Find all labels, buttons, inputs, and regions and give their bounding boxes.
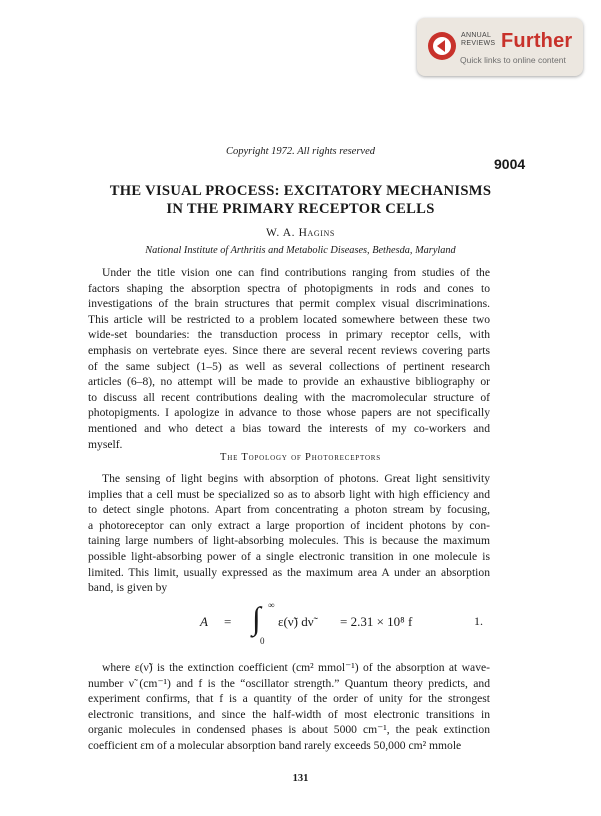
equation-1 <box>200 600 500 646</box>
text-line: to detect single photons. Apart from concentrating a photon stream by focusing, <box>88 503 490 517</box>
text-line: investigations of the brain structures that permit complex visual discriminations. <box>88 297 490 311</box>
text-line: factors shaping the absorption spectra of photopigments in rods and cones to <box>88 281 490 295</box>
text-line: possible light-absorbing power of a single electronic transition in one molecule is <box>88 549 490 563</box>
text-line: to discuss all recent contributions dealing with the macromolecular structure of <box>88 390 490 404</box>
text-line: where ε(ν̃) is the extinction coefficient (cm² mmol⁻¹) of the absorption at wave- <box>102 661 490 674</box>
equation-integrand: ε(ν̃) dν̃ <box>278 614 314 629</box>
document-number: 9004 <box>494 156 526 172</box>
integral-lower-limit: 0 <box>260 636 265 646</box>
text-line: of the same subject (1–5) as well as several collections of pertinent research <box>88 359 490 373</box>
text-line: coefficient εm of a molecular absorption band rarely exceeds 50,000 cm² mmole <box>88 738 462 752</box>
text-line: experiment confirms, that f is a quantity of the order of unity for the strongest <box>88 692 490 706</box>
text-line: electronic transitions, and since the half-width of most electronic transitions in <box>88 707 490 721</box>
badge-further-label: Further <box>501 30 573 52</box>
author-affiliation: National Institute of Arthritis and Metabolic Diseases, Bethesda, Maryland <box>145 245 456 256</box>
text-line: myself. <box>88 437 123 451</box>
equation-number: 1. <box>474 614 483 628</box>
text-line: emphasis on vertebrate eyes. Since there are several recent reviews covering parts <box>88 343 490 357</box>
intro-paragraph <box>88 265 490 452</box>
article-title-line-1: THE VISUAL PROCESS: EXCITATORY MECHANISMS <box>109 183 492 199</box>
section-paragraph <box>88 471 490 596</box>
text-line: photopigments. I apologize in advance to those whose papers are not specifically <box>88 406 490 420</box>
text-line: articles (6–8), no attempt will be made to provide an exhaustive bibliography or <box>88 375 490 389</box>
after-equation-paragraph <box>88 660 490 754</box>
author-name: W. A. Hagins <box>266 227 335 239</box>
text-line: number ν̃ (cm⁻¹) and f is the “oscillator strength.” Quantum theory predicts, and <box>88 676 490 690</box>
integral-sign: ∫ <box>252 600 261 636</box>
badge-subtitle: Quick links to online content <box>460 55 566 65</box>
equation-lhs: A <box>200 614 208 629</box>
text-line: organic molecules in condensed phases is about 5000 cm⁻¹, the peak extinction <box>88 723 490 737</box>
text-line: band, is given by <box>88 581 168 595</box>
copyright-line: Copyright 1972. All rights reserved <box>225 146 376 157</box>
equation-equals: = <box>224 614 232 629</box>
article-title-line-2: IN THE PRIMARY RECEPTOR CELLS <box>166 201 435 217</box>
equation-rhs: = 2.31 × 10⁸ f <box>340 614 413 629</box>
badge-annual-label: ANNUAL <box>461 32 492 39</box>
annual-reviews-further-badge[interactable] <box>417 18 583 76</box>
text-line: The sensing of light begins with absorption of photons. Great light sensitivity <box>102 472 490 485</box>
text-line: taining large numbers of light-absorbing molecules. This is because the maximum <box>88 534 490 548</box>
text-line: This article will be restricted to a problem located somewhere between these two <box>88 312 490 326</box>
text-line: wide-set boundaries: the transduction process in primary receptor cells, with <box>88 328 490 342</box>
play-back-icon <box>427 31 457 61</box>
text-line: Under the title vision one can find contributions ranging from studies of the <box>102 266 490 279</box>
badge-reviews-label: REVIEWS <box>461 40 496 47</box>
section-heading: The Topology of Photoreceptors <box>220 452 381 463</box>
text-line: mentioned and who detect a bias toward the interests of my co-workers and <box>88 421 490 435</box>
text-line: limited. This limit, usually expressed as the maximum area A under an absorption <box>88 565 490 579</box>
text-line: a photoreceptor can only extract a large proportion of incident photons by con- <box>88 518 490 532</box>
text-line: implies that a cell must be specialized so as to absorb light with high efficiency and <box>88 487 490 501</box>
integral-upper-limit: ∞ <box>268 600 275 610</box>
page-number: 131 <box>292 773 309 784</box>
